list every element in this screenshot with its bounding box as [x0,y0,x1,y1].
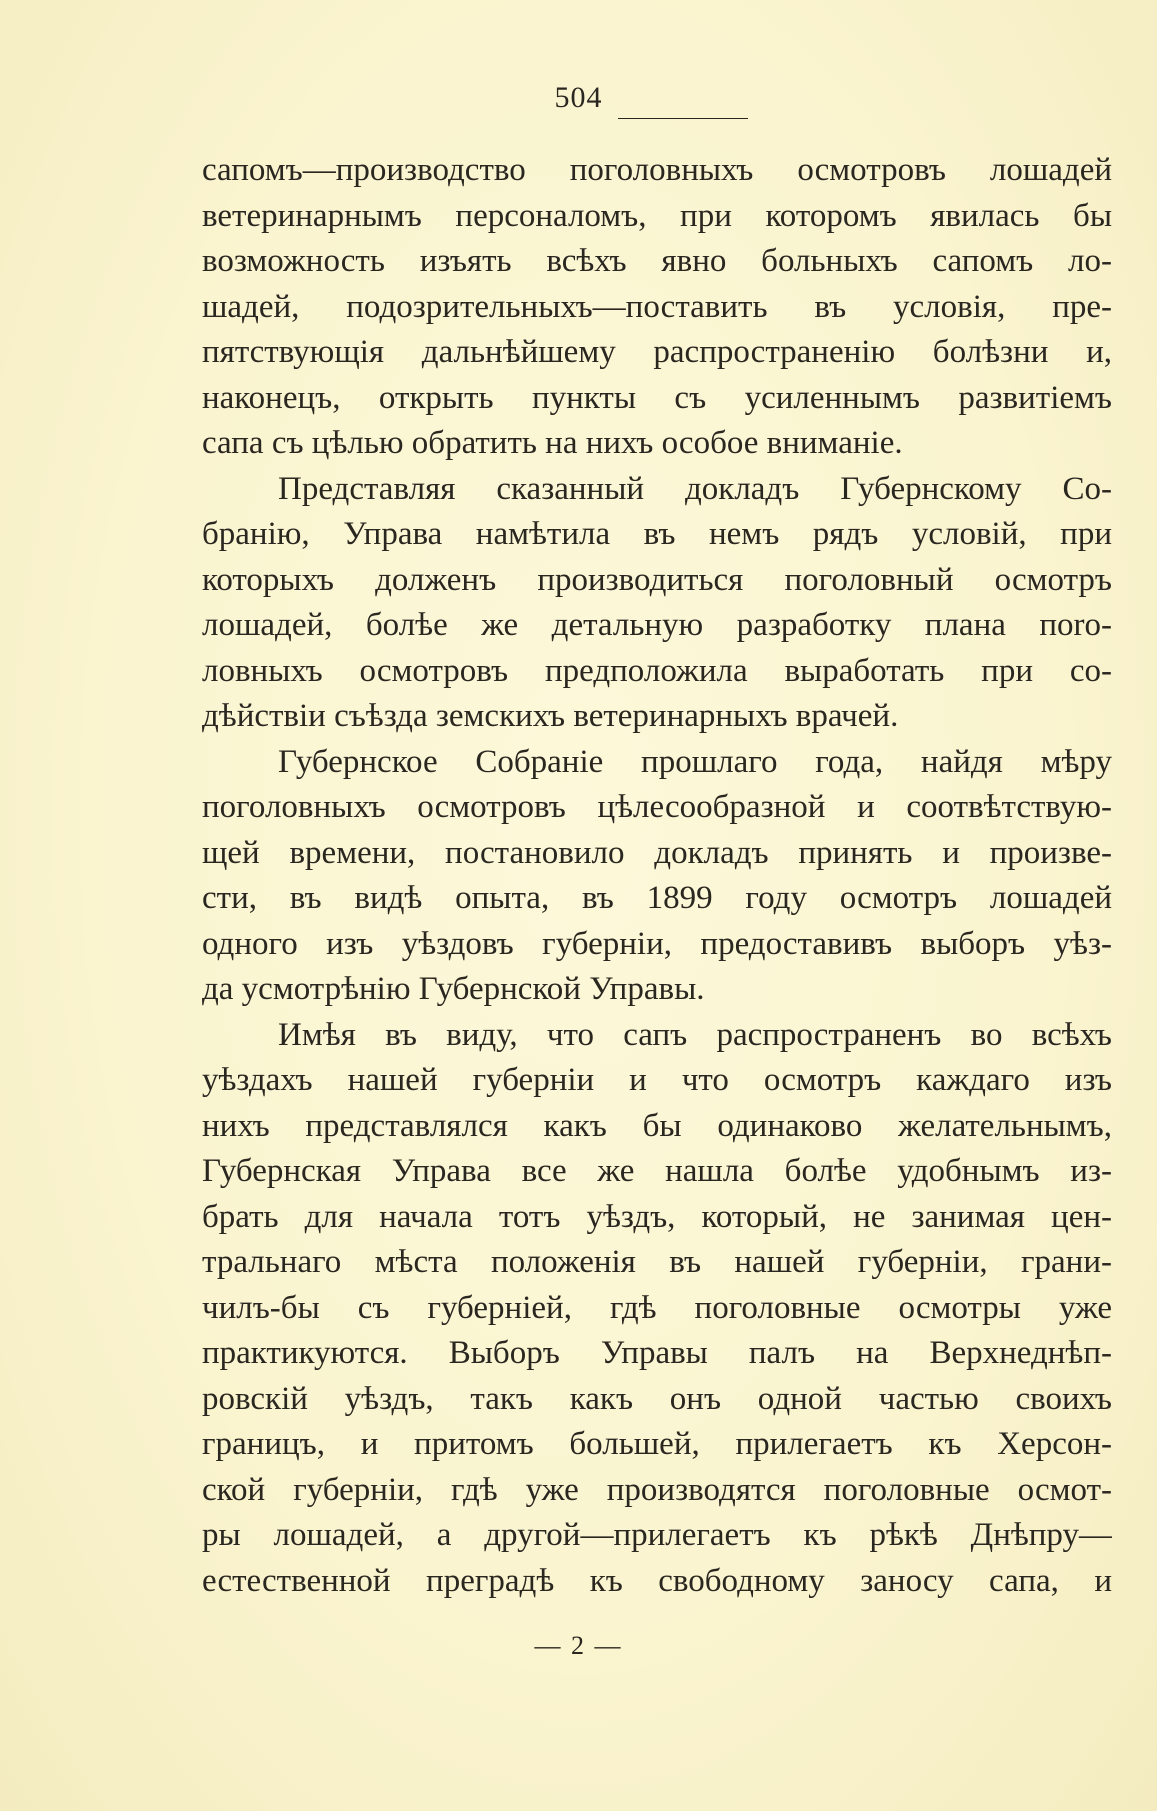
text-line: ской губерніи, гдѣ уже производятся поголовные осмот- [202,1471,1112,1508]
text-line: естественной преградѣ къ свободному заносу сапа, и [202,1562,1112,1599]
text-line: Имѣя въ виду, что сапъ распространенъ во всѣхъ [278,1016,1112,1053]
page-number: 504 [554,81,603,114]
text-line: ровскій уѣздъ, такъ какъ онъ одной частью своихъ [202,1380,1112,1417]
text-line: одного изъ уѣздовъ губерніи, предоставивъ выборъ уѣз- [202,925,1112,962]
text-line: шадей, подозрительныхъ—поставить въ условія, пре- [202,288,1112,325]
text-line: сти, въ видѣ опыта, въ 1899 году осмотръ лошадей [202,880,1112,916]
text-line: практикуются. Выборъ Управы палъ на Верхнеднѣп- [202,1335,1112,1371]
text-line: Губернское Собраніе прошлаго года, найдя мѣру [278,743,1112,780]
text-line: ветеринарнымъ персоналомъ, при которомъ явилась бы [202,197,1112,234]
text-line: сапа съ цѣлью обратить на нихъ особое вниманіе. [202,425,903,461]
text-line: уѣздахъ нашей губерніи и что осмотръ каждаго изъ [202,1062,1112,1098]
text-line: лошадей, болѣе же детальную разработку плана поrо- [202,607,1112,643]
text-line: сапомъ—производство поголовныхъ осмотровъ лошадей [202,152,1112,188]
page-number-rule [618,118,748,119]
text-line: нихъ представлялся какъ бы одинаково желательнымъ, [202,1107,1112,1144]
text-line: дѣйствіи съѣзда земскихъ ветеринарныхъ врачей. [202,698,899,734]
text-line: ры лошадей, а другой—прилегаетъ къ рѣкѣ Днѣпру— [202,1517,1112,1553]
text-line: брать для начала тотъ уѣздъ, который, не занимая цен- [202,1198,1112,1235]
printer-signature-mark: — 2 — [534,1631,623,1660]
text-line: ловныхъ осмотровъ предположила выработать при со- [202,652,1112,689]
text-line: возможность изъять всѣхъ явно больныхъ сапомъ ло- [202,243,1112,279]
text-line: границъ, и притомъ большей, прилегаетъ къ Херсон- [202,1426,1112,1462]
text-line: которыхъ долженъ производиться поголовный осмотръ [202,561,1112,598]
text-line: чилъ-бы съ губерніей, гдѣ поголовные осмотры уже [202,1289,1112,1326]
text-line: бранію, Управа намѣтила въ немъ рядъ условій, при [202,516,1112,552]
text-line: Представляя сказанный докладъ Губернскому Со- [278,470,1112,507]
text-line: пятствующія дальнѣйшему распространенію болѣзни и, [202,334,1112,370]
text-line: поголовныхъ осмотровъ цѣлесообразной и соотвѣтствую- [202,789,1112,825]
text-line: Губернская Управа все же нашла болѣе удобнымъ из- [202,1153,1112,1189]
text-line: наконецъ, открыть пункты съ усиленнымъ развитіемъ [202,379,1112,416]
text-line: щей времени, постановило докладъ принять и произве- [202,834,1112,871]
text-line: да усмотрѣнію Губернской Управы. [202,971,705,1007]
body-text [202,148,1112,1604]
text-line: тральнаго мѣста положенія въ нашей губерніи, грани- [202,1244,1112,1280]
